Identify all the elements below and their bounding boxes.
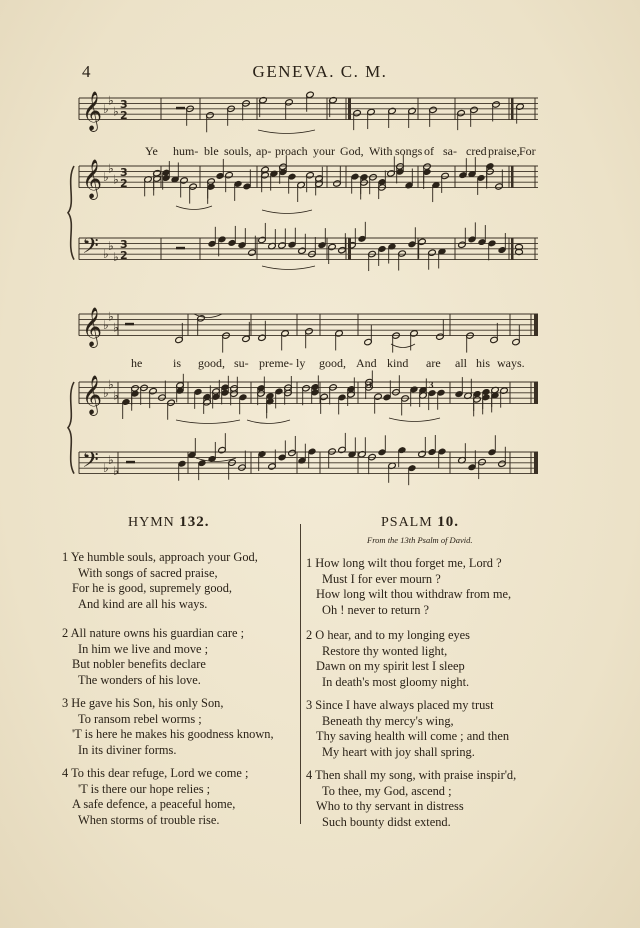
psalm-line-text: Who to thy servant in distress [316,799,464,813]
slurs [176,130,440,462]
lyric-syllable: sa- [443,144,457,158]
bass-clef: 𝄢 [82,448,99,478]
hymn-line [62,727,274,743]
hymn-stanza-number: 2 [62,626,71,640]
column-divider [300,524,301,824]
time-signature: 2 [120,249,128,262]
psalm-line [306,675,470,691]
psalm-line-text: O hear, and to my longing eyes [315,628,470,642]
hymn-line [62,766,248,782]
lyric-syllable: God, [340,144,364,158]
slur [262,210,312,214]
system-braces [68,166,74,474]
lyric-syllable: ways. [497,356,525,370]
hymn-line [62,642,244,658]
psalm-line [306,815,516,831]
lyric-syllable: ble [204,144,219,158]
psalm-line [306,628,470,644]
hymn-line-text: 'T is here he makes his goodness known, [72,727,274,741]
hymn-heading [128,514,210,531]
lyric-syllable: ly [296,356,306,370]
flat-sign: ♭ [103,247,109,262]
psalm-line-text: Oh ! never to return ? [322,602,429,617]
psalm-label: PSALM [381,515,433,530]
lyric-syllable: ap- [256,144,272,158]
rest [176,247,185,250]
brace [68,382,74,474]
section-bar [348,98,351,120]
psalm-stanza-number: 3 [306,698,316,712]
time-signature: 3 [120,166,128,179]
lyrics-system-2 [0,356,640,372]
flat-sign: ♭ [113,104,119,119]
hymn-line-text: In its diviner forms. [78,742,177,757]
hymn-line [62,657,244,673]
hymn-line [62,712,274,728]
lyric-syllable: Ye [145,144,158,158]
lyric-syllable: hum- [173,144,199,158]
psalm-line [306,644,470,660]
lyric-syllable: songs [395,144,423,158]
lyric-syllable: souls, [224,144,252,158]
lyric-syllable: With [369,144,393,158]
hymn-line-text: The wonders of his love. [78,672,201,687]
hymn-line-text: And kind are all his ways. [78,596,208,611]
bass-clef: 𝄢 [82,234,99,264]
flat-sign: ♭ [108,239,114,254]
psalm-line-text: Beneath thy mercy's wing, [322,713,454,728]
psalm-line-text: How long wilt thou forget me, Lord ? [315,556,502,570]
lyric-syllable: For [519,144,536,158]
psalm-stanza-2 [306,628,470,690]
hymn-line-text: All nature owns his guardian care ; [70,626,245,640]
repeat-bar [511,238,514,260]
flat-sign: ♭ [108,93,114,108]
flat-sign: ♭ [103,169,109,184]
slur [389,418,440,422]
lyric-syllable: all [455,356,467,370]
psalm-line [306,729,509,745]
hymn-line-text: When storms of trouble rise. [78,812,220,827]
time-signature: 3 [120,98,128,111]
psalm-line [306,587,511,603]
triplet-mark: 3 [367,380,372,390]
lyric-syllable: are [426,356,441,370]
psalm-line [306,556,511,572]
psalm-line [306,784,516,800]
hymn-line-text: To this dear refuge, Lord we come ; [71,766,249,780]
psalm-line [306,745,509,761]
lyric-syllable: proach [275,144,308,158]
psalm-line [306,714,509,730]
lyric-syllable: praise, [488,144,520,158]
hymn-stanza-number: 1 [62,550,71,564]
psalm-stanza-1 [306,556,511,618]
psalm-stanza-number: 4 [306,768,316,782]
flat-sign: ♭ [103,101,109,116]
hymn-line [62,743,274,759]
flat-sign: ♭ [108,377,114,392]
time-signature: 2 [120,177,128,190]
lyric-syllable: And [356,356,377,370]
hymn-line [62,696,274,712]
psalm-line [306,799,516,815]
psalm-heading [381,514,459,531]
hymn-stanza-1 [62,550,258,612]
lyric-syllable: your [313,144,335,158]
flat-sign: ♭ [108,161,114,176]
time-signature: 3 [120,238,128,251]
section-bar [348,238,351,260]
final-bar [534,452,538,474]
psalm-line-text: Must I for ever mourn ? [322,571,441,586]
page-title: GENEVA. C. M. [252,62,388,81]
psalm-line [306,698,509,714]
treble-clef: 𝄞 [82,159,103,199]
lyric-syllable: his [476,356,491,370]
psalm-line-text: Thy saving health will come ; and then [316,729,510,743]
treble-clef: 𝄞 [82,375,103,415]
psalm-line-text: Then shall my song, with praise inspir'd, [315,768,517,782]
hymn-line [62,782,248,798]
psalm-line-text: Since I have always placed my trust [315,698,494,712]
psalm-stanza-4 [306,768,516,830]
hymn-line [62,581,258,597]
hymn-line-text: Ye humble souls, approach your God, [70,550,258,564]
hymn-line-text: To ransom rebel worms ; [78,711,202,726]
psalm-line-text: Such bounty didst extend. [322,814,451,829]
hymn-stanza-2 [62,626,244,688]
psalm-number: 10. [437,514,459,530]
lyric-syllable: cred [466,144,487,158]
psalm-line-text: To thee, my God, ascend ; [322,783,452,798]
lyric-syllable: good, [319,356,346,370]
psalm-line [306,659,470,675]
flat-sign: ♭ [113,172,119,187]
rest [176,107,185,110]
lyric-syllable: he [131,356,143,370]
lyric-syllable: su- [234,356,249,370]
flat-sign: ♭ [103,461,109,476]
psalm-line-text: Restore thy wonted light, [322,643,448,658]
flat-sign: ♭ [108,453,114,468]
hymn-line [62,797,248,813]
flat-sign: ♭ [113,249,119,264]
hymn-number: 132. [179,514,210,530]
slur [258,130,315,134]
hymn-line-text: With songs of sacred praise, [78,565,218,580]
hymn-line [62,566,258,582]
psalm-line-text: How long wilt thou withdraw from me, [316,587,512,601]
flat-sign: ♭ [108,309,114,324]
psalm-stanza-3 [306,698,509,760]
psalm-line-text: In death's most gloomy night. [322,674,470,689]
hymn-line-text: A safe defence, a peaceful home, [72,797,236,811]
page-number: 4 [82,62,91,81]
slur [391,344,415,348]
hymn-stanza-number: 4 [62,766,72,780]
slur [262,266,315,270]
hymn-line [62,597,258,613]
slur [176,206,212,210]
repeat-bar [511,166,514,188]
brace [68,166,74,260]
flat-sign: ♭ [113,320,119,335]
psalm-stanza-number: 1 [306,556,316,570]
repeat-bar [511,98,514,120]
psalm-line [306,768,516,784]
lyric-syllable: good, [198,356,225,370]
hymn-line-text: He gave his Son, his only Son, [71,696,224,710]
hymn-line [62,813,248,829]
hymn-line-text: In him we live and move ; [78,641,209,656]
hymn-line-text: But nobler benefits declare [72,657,206,671]
flat-sign: ♭ [113,388,119,403]
hymn-stanza-4 [62,766,248,828]
psalm-line-text: Dawn on my spirit lest I sleep [316,659,465,673]
psalm-stanza-number: 2 [306,628,316,642]
flat-sign: ♭ [113,463,119,478]
lyric-syllable: kind [387,356,409,370]
psalm-source: From the 13th Psalm of David. [367,535,473,545]
rest [126,461,135,464]
time-signature: 2 [120,109,128,122]
triplet-mark: 3 [429,380,434,390]
slur [176,420,240,424]
rest [125,323,134,326]
treble-clef: 𝄞 [82,91,103,131]
hymn-line [62,673,244,689]
psalm-line [306,572,511,588]
hymn-stanza-number: 3 [62,696,72,710]
final-bar [534,382,538,404]
lyric-syllable: is [173,356,182,370]
final-bar [534,314,538,336]
hymn-label: HYMN [128,515,175,530]
lyrics-system-1 [0,144,640,160]
hymn-line [62,626,244,642]
hymn-line-text: 'T is there our hope relies ; [78,781,211,796]
treble-clef: 𝄞 [82,307,103,347]
psalm-line [306,603,511,619]
lyric-syllable: of [424,144,434,158]
hymn-stanza-3 [62,696,274,758]
hymn-line-text: For he is good, supremely good, [72,581,233,595]
hymn-line [62,550,258,566]
flat-sign: ♭ [103,317,109,332]
psalm-line-text: My heart with joy shall spring. [322,744,475,759]
flat-sign: ♭ [103,385,109,400]
lyric-syllable: preme- [259,356,293,370]
slur [247,420,290,424]
